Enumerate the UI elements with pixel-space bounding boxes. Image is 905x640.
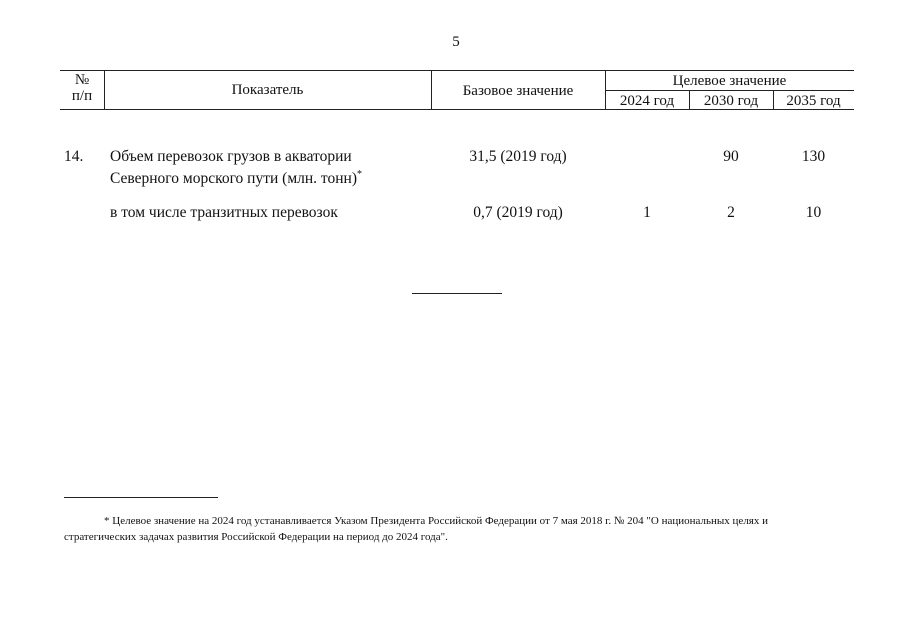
header-number [60, 72, 104, 104]
header-base-value: Базовое значение [462, 83, 574, 99]
header-indicator: Показатель [231, 82, 304, 98]
header-number-line1: № [74, 72, 90, 88]
header-year-2035: 2035 год [786, 93, 841, 109]
header-number-line2: п/п [71, 88, 93, 104]
table-header-bottom-rule [60, 109, 854, 110]
footnote-line2: стратегических задачах развития Российской Федерации на период до 2024 года". [64, 531, 448, 543]
table-row-14-base: 31,5 (2019 год) [469, 148, 567, 165]
target-year-rule [605, 90, 854, 91]
table-row-transit-2024: 1 [643, 204, 651, 221]
table-row-transit-2030: 2 [727, 204, 735, 221]
header-year-2030: 2030 год [703, 93, 759, 109]
end-separator [412, 293, 502, 294]
table-row-transit-2035: 10 [805, 204, 822, 221]
footnote-mark: * [357, 169, 362, 180]
indicator-line2: Северного морского пути (млн. тонн)* [110, 169, 362, 188]
header-year-2024: 2024 год [619, 93, 675, 109]
footnote [64, 513, 848, 545]
table-row-14-number: 14. [64, 148, 84, 165]
page-number: 5 [452, 34, 460, 50]
table-row-transit-indicator: в том числе транзитных перевозок [110, 204, 338, 221]
footnote-separator [64, 497, 218, 498]
header-target-value: Целевое значение [672, 73, 787, 89]
table-row-14-indicator [110, 148, 430, 188]
footnote-line1: * Целевое значение на 2024 год устанавливается Указом Президента Российской Федерации от 7 мая 2018 г. № 204 "О национальных целях и [104, 515, 769, 527]
indicator-line1: Объем перевозок грузов в акватории [110, 148, 352, 165]
table-row-14-2035: 130 [801, 148, 826, 165]
table-row-14-2030: 90 [723, 148, 739, 165]
table-row-transit-base: 0,7 (2019 год) [473, 204, 563, 221]
table-top-rule [60, 70, 854, 71]
